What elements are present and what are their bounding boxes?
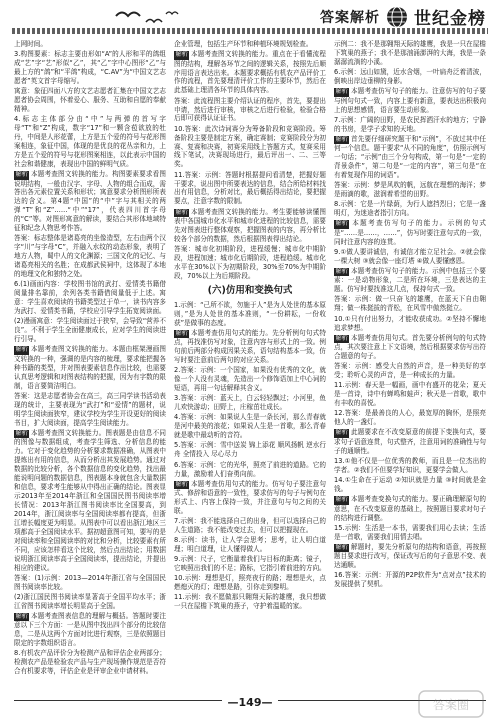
paragraph-text: 答案：城市化初期阶段，进程缓慢；城市化中期阶段，进程加速；城市化后期阶段，进程趋缓。城市化水平在30%以下为初期阶段，30%至70%为中期阶段，70%以上为后期阶段。 (174, 245, 326, 280)
answer-paragraph (174, 555, 326, 573)
explanation-paragraph (334, 87, 486, 114)
answer-paragraph (14, 115, 166, 169)
explanation-tag: 解析 (175, 208, 188, 216)
section-title: (六)仿用和变换句式 (207, 284, 293, 296)
paragraph-text: 8.有机农产品评价分为检测产品和评估企业两部分；检测农产品是检验农产品与生产现场操作规范是否符合有机要求等，评估企业是评审企业申请材料。 (14, 649, 166, 676)
paragraph-text: 5.答案：示例：雪中送炭 锦上添花 顺风扬帆 逆水行舟 全情投入 尽心尽力 (174, 441, 326, 459)
page-number: —149— (0, 696, 500, 709)
header-label: 答案解析 (320, 9, 380, 26)
answer-paragraph (174, 366, 326, 393)
paragraph-text: 6.示例：远山如黛，近水含烟，一叶扁舟泛着清波，倒映出岸边垂柳的身影。 (334, 68, 486, 85)
paragraph-text: 此题要求在不改变原意的前提下变换句式，要求句子语意连贯，句式整齐，注意用词的准确性与句子的通顺性。 (334, 428, 486, 455)
explanation-paragraph (174, 50, 326, 95)
answer-paragraph (174, 574, 326, 592)
answer-columns (14, 40, 486, 692)
column-right (334, 40, 486, 692)
answer-paragraph (174, 517, 326, 535)
answer-paragraph (334, 457, 486, 475)
paragraph-text: 9.①做人要讲诚信，有诚信才能立足社会。②就会像一棵大树 ③就会像一座灯塔 ④做人要懂感恩。 (334, 247, 486, 265)
answer-paragraph (174, 413, 326, 440)
explanation-paragraph (174, 329, 326, 365)
paragraph-text: 本题考查仿写句子的能力。注意仿写的句子要与例句句式一致，内容上要有新意，要表达出积极向上的思想感情，语言要生动形象。 (334, 87, 486, 114)
explanation-paragraph (174, 480, 326, 516)
brand-block (320, 4, 486, 29)
explanation-paragraph (334, 543, 486, 570)
explanation-tag: 解析 (335, 135, 348, 143)
paragraph-text: 11.示例：春天是一幅画，画中有盛开的花朵；夏天是一首诗，诗中有蝉鸣和蛙声；秋天是一首歌，歌中有丰收的喜悦。 (334, 381, 486, 408)
answer-paragraph (174, 461, 326, 479)
paragraph-text: 本题考查图文转换的能力。考生要能够读懂图表中各国城市化水平和城市化进程的比较信息，需要先对图表进行整体观察，把握图表的内容，再分析比较各个部分的数据，然后根据图表得出结论。 (174, 207, 326, 243)
paragraph-text: 4.标志主体部分由“中”与两弹的首写字母“T”和“Z”构成，数字“17”和一颗含苞欲放的牡丹，中间是人形花蕾，上方是五个爱的符号与花形图案相连，象征中国，体现的是优良的花丛亲和力，上方是五个爱的符号与花形图案相连，以此表示中国的社会和谐健康，表现出中国的鲜明气质。 (14, 115, 166, 168)
watermark-text: 答案圈 (432, 698, 470, 712)
answer-paragraph (14, 392, 166, 428)
paragraph-text: 答案：示例：做一只奋飞的雄鹰，在蓝天下自由翱翔；做一株挺拔的青松，在风雪中傲然挺立。 (334, 295, 486, 313)
column-middle (174, 40, 326, 692)
paragraph-text: 首先要仔细研究题干和“示例”，不放过其中任何一个信息。题干要求“从不同的角度”，仿照示例写一句话；“示例”由三个分句构成，第一句是“一定的背景条件”，第二句是“一定的内容”，第三句是“在有着复现作用的词语”。 (334, 134, 486, 180)
answer-paragraph (14, 574, 166, 592)
answer-paragraph (334, 295, 486, 313)
explanation-tag: 解析 (15, 429, 28, 437)
paragraph-text: 上网时间。 (14, 40, 47, 48)
answer-paragraph (14, 40, 166, 49)
paragraph-text: 8.示例：读书，让人学会思考；思考，让人明白道理；明白道理，让人懂得做人。 (174, 536, 326, 554)
explanation-tag: 解析 (335, 429, 348, 437)
answer-paragraph (14, 234, 166, 279)
paragraph-text: 本题考查仿用句式的能力。先分析例句句式特点，再找准仿写对象，注意内容与形式上的一致。例句前后两部分构成因果关系，语句结构基本一致，仿写时要注意前后两句的对应关系。 (174, 328, 326, 365)
paragraph-text: 本题考查仿用句式。首先要分析例句的句式特点，其次要注意上下文语境，然后根据要求仿写出符合题意的句子。 (334, 333, 486, 361)
paragraph-text: 本题考查图文转换能力。图表题是由信息不同的图像与数据组成，考查学生筛选、分析信息的能力。它对于变化趋势的分析要求数据准确，从图表中提炼出有用的信息，从而分析出其发展趋势。通过对数据的比较分析，各个数据信息的变化趋势，找出最能说明问题的数据信息，图表题本身就包含大量数据和信息，要求考生能够从中得出正确的结论。图表显示2013年至2014年浙江和全国国民图书阅读率增长情况：2013年浙江图书阅读率比全国要高，到2014年，浙江阅读率与全国阅读率都有提高，但浙江增长幅度更为明显。从图表中可以看出浙江地区三项都高于全国阅读水平。据初超意图可知，要写的是对阅读率和全国阅读率的对比和分析，比较要素有所不同，应该怎样看这个比较，然后点出结论；用数据说明浙江阅读率高于全国阅读率，提出结论，并提出相应的建议。 (14, 428, 166, 572)
explanation-paragraph (14, 345, 166, 390)
answer-paragraph (334, 248, 486, 266)
paragraph-text: 示例二：我不是那翱翔天际的雄鹰，我是一只在屋檐下筑巢的燕子；我不是那汹涌澎湃的大海，我是一条潺潺流淌的小溪。 (334, 40, 486, 66)
answer-paragraph (334, 476, 486, 494)
explanation-tag: 解析 (335, 220, 348, 228)
paragraph-text: 10.示例：理想是灯，照亮夜行的路；理想是火，点燃熄灭的灯；理想是路，引你走到黎明。 (174, 574, 326, 592)
answer-paragraph (334, 362, 486, 380)
explanation-paragraph (334, 495, 486, 522)
explanation-paragraph (334, 428, 486, 455)
answer-paragraph (174, 301, 326, 328)
explanation-paragraph (334, 334, 486, 361)
explanation-paragraph (334, 219, 486, 246)
paragraph-text: 6.(1)画面内容：学校图书馆的武打、爱情类书籍借阅量排名靠前，余列各类书籍借阅量低于上述。寓意：学生喜欢阅读的书籍类型过于单一，读书内容多为武打、爱情类书籍，学校应引导学生拓宽阅读面。 (14, 280, 166, 316)
paragraph-text: 7.示例：广阔的田野，是农民挥洒汗水的地方；宁静的书房，是学子求知的天地。 (334, 115, 486, 133)
answer-paragraph (334, 524, 486, 542)
paragraph-text: 15.示例：生活是一本书，需要我们用心去读；生活是一首歌，需要我们用情去唱。 (334, 523, 486, 541)
paragraph-text: 企业管理，包括生产环节和种植环境规划检查。 (174, 40, 313, 48)
answer-paragraph (174, 245, 326, 281)
paragraph-text: 本题考查仿写句子的能力。示例中包括三个要素：一是动物形象，二是所在环境，三是表达的主题。仿写时要找准这几点，保持句式一致。 (334, 266, 486, 294)
paragraph-text: 16.答案：示例：开源的P2P软件为“点对点”技术的发展提供了契机。 (334, 571, 486, 589)
paragraph-text: (2)浙江国民图书阅读率显著高于全国平均水平；浙江省图书阅读率增长明显高于全国。 (14, 592, 166, 610)
answer-paragraph (334, 116, 486, 134)
answer-paragraph (334, 200, 486, 218)
explanation-tag: 解析 (15, 346, 28, 354)
paragraph-text: 答案：此流程图主要介绍认证的程序，首先，要提出申请，然后进行审核，审核之后进行检验，检验合格后即可获得认证证书。 (174, 96, 326, 123)
answer-paragraph (14, 593, 166, 611)
answer-paragraph (334, 315, 486, 333)
paragraph-text: 2.答案：示例：一个国家，如果没有优秀的文化，就像一个人没有灵魂，先造出一个修饰语加上中心词的短语，再用一句话解释其含义。 (174, 366, 326, 393)
answer-paragraph (14, 87, 166, 114)
column-left (14, 40, 166, 692)
paragraph-text: 12.答案：是最善良的人心，最宽厚的胸怀，是照亮他人的一盏灯。 (334, 409, 486, 427)
answer-paragraph (14, 649, 166, 676)
flying-birds-icon (112, 6, 182, 28)
answer-paragraph (174, 441, 326, 459)
globe-emblem-icon (386, 6, 408, 28)
paragraph-text: 答案：示例：梦是风吹的帆，远航在理想的海洋；梦是雨滴的歌，滋润着希望的田野。 (334, 181, 486, 199)
paragraph-text: 本题考查图文转换的能力。构图要素要求看图说明结构，一般由汉字、字母、人物的组合而成，需答出各元素位置关系和形状；寓意要求分析图形所表达的含义。第4题“中国”的“中”字与其相关的两弹“T”和“Z”……“中”“17”，代表四川首字母的“C”等。对图形寓意的解读，要结合其形体地域特征和纪念人物思考作答。 (14, 170, 166, 233)
explanation-tag: 解析 (175, 51, 188, 59)
paragraph-text: 本题考查变换句式的能力。要正确理解原句的意思，在不改变原意的基础上，按照题目要求对句子的结构进行调整。 (334, 495, 486, 522)
explanation-paragraph (334, 267, 486, 294)
explanation-tag: 解析 (15, 171, 28, 179)
explanation-tag: 解析 (175, 329, 188, 337)
explanation-tag: 解析 (335, 334, 348, 342)
paragraph-text: 7.示例：我不能选择自己的出身，但可以选择自己的人生道路；我不能改变过去，但可以把握现在。 (174, 517, 326, 535)
paragraph-text: 9.示例：尺子，它衡量着我们与目标的距离；镜子，它映照出我们的不足；路标，它指引着前进的方向。 (174, 555, 326, 573)
explanation-tag: 解析 (335, 267, 348, 275)
paragraph-text: 寓意：象征四面八方的文艺志愿者汇集在中国文艺志愿者协会周围，怀着爱心、服务、互助和自愿的奉献精神。 (14, 87, 166, 114)
answer-paragraph (174, 593, 326, 611)
answer-paragraph (174, 40, 326, 49)
answer-paragraph (14, 280, 166, 316)
answer-paragraph (334, 409, 486, 427)
paragraph-text: 4.答案：示例：如果说人生是一条长河，那么青春就是河中最美的浪花；如果说人生是一首歌，那么青春就是歌中最动听的音符。 (174, 413, 326, 440)
answer-paragraph (14, 50, 166, 86)
answer-paragraph (334, 571, 486, 589)
paragraph-text: 本题考查图文转换的能力。重点在于看懂流程图的结构，理解各环节之间的逻辑关系，按照先后顺序用语言表达出来。本题要求概括有机农产品评价工作的流程，首先要理清评价工作的主要环节，然后在此基础上理清各环节的具体内容。 (174, 50, 326, 95)
explanation-tag: 解析 (175, 480, 188, 488)
answer-paragraph (174, 536, 326, 554)
explanation-paragraph (174, 208, 326, 244)
page-header (0, 0, 500, 40)
paragraph-text: 本题考查图表信息的理解与概括。答题时要注意以下三个方面：一是从图中找出四个部分的比较信息，二是从这两个方面对比进行观察，三是依照题目限定的字数组织语言。 (14, 611, 166, 648)
explanation-tag: 解析 (335, 88, 348, 96)
paragraph-text: 6.答案：示例：它的光华，照亮了前进的道路。它的力量，激励着人们奋勇向前。 (174, 460, 326, 478)
answer-paragraph (174, 125, 326, 170)
paragraph-text: 答案：示例：感受大自然的声音，是一种美好的享受；聆听心灵的声音，是一种成长的力量。 (334, 362, 486, 380)
answer-paragraph (334, 40, 486, 67)
answer-paragraph (174, 171, 326, 207)
answer-paragraph (174, 394, 326, 412)
brand-name: 世纪金榜 (414, 9, 486, 29)
paragraph-text: 14.①生命在于运动 ②知识就是力量 ③时间就是金钱。 (334, 476, 486, 493)
paragraph-text: 本题考查仿写句子的能力。示例的句式是“……是……，……”，仿写时要注意句式的一致，同时注意内容的连贯。 (334, 219, 486, 246)
answer-paragraph (334, 381, 486, 408)
explanation-paragraph (14, 429, 166, 573)
explanation-paragraph (14, 170, 166, 233)
explanation-tag: 解析 (335, 543, 348, 551)
explanation-tag: 解析 (15, 612, 28, 620)
paragraph-text: 1.示例：“己所不欲，勿施于人”是为人处世的基本原则，”是为人处世的基本准则，“一份耕耘，一份收获”是做事的态度。 (174, 300, 326, 327)
paragraph-text: 答案：标志整体是诸葛亮的坐像造型，左右由两个汉字“川”与字母“C”，并融入水纹的动态形象，表明了地方人物，蜀中人的文化渊源；三国文化的记忆、与诸葛亮相关的名胜；在成都武侯祠中，这体现了本地的地理文化和独特之处。 (14, 234, 166, 279)
paragraph-text: 11.答案：示例：答题时根据提问看清楚，把握好题干要求，说出图中所要表达的信息，结合所给材料找出有用信息，分析对比，最后概括得出结论，要把握要点，注意字数的限制。 (174, 170, 326, 206)
explanation-tag: 解析 (335, 496, 348, 504)
explanation-paragraph (334, 135, 486, 180)
paragraph-text: 8.示例：它是一片绿荫，为行人遮挡烈日；它是一盏明灯，为迷途者指引方向。 (334, 200, 486, 218)
answer-paragraph (174, 97, 326, 124)
paragraph-text: 11.示例：我不愿做那只翱翔天际的雄鹰，我只想做一只在屋檐下筑巢的燕子，守护着温暖的家。 (174, 593, 326, 611)
watermark-logo (418, 690, 484, 718)
paragraph-text: 答案：(1)示例：2013—2014年浙江省与全国国民图书阅读率比较。 (14, 573, 166, 591)
paragraph-text: (2)漫画寓意：学生阅读面过于狭窄，会导致“营养不良”。不利于学生全面健康成长，应对学生的阅读进行引导。 (14, 317, 166, 344)
paragraph-text: 答案：这是志愿者协会在高三，高三同学读书活动表现的统计，主要表现为“武打”和“爱情”的题材，说明学生阅读面狭窄，建议学校为学生开设更好的阅读书目，扩大阅读面，提高学生阅读能力。 (14, 391, 166, 427)
paragraph-text: 3.答案：示例：蓝天上，白云轻轻飘过；小河里，鱼儿欢快游动；田野上，庄稼茁壮成长。 (174, 394, 326, 412)
answer-paragraph (334, 181, 486, 199)
paragraph-text: 10.答案：此次诗词赛分为筹备阶段和竞赛阶段。筹备阶段主要是制定方案，确定赛制；竞赛阶段分为初赛、复赛和决赛，初赛采用线上答题方式，复赛采用线下笔试，决赛现场进行，最后评出一、二、三等奖。 (174, 124, 326, 169)
paragraph-text: 本题考查图文转换的能力。本题由框架漫画图文转换的一种，强调的是内容的梳理，要求能把握各种书籍的类型，并对图表要素信息作出比较，也需要认真思考逻辑和对图表结构的把握，因为有字数的限制，语言要简洁明白。 (14, 345, 166, 390)
paragraph-text: 13.①他不仅是一位优秀的教师，而且是一位杰出的学者。②我们不但要学好知识，更要学会做人。 (334, 456, 486, 474)
answer-paragraph (14, 317, 166, 344)
paragraph-text: 本题考查仿用句式的能力。仿写句子要注意句式、修辞和语意的一致性，要求仿写的句子与例句在形式上、内容上保持一致，并注意句与句之间的关联。 (174, 479, 326, 515)
answer-paragraph (334, 68, 486, 86)
explanation-paragraph (14, 612, 166, 648)
paragraph-text: 3.构图要素：标志主要由形如“A”的人形和平的鸽组成“艺”字“艺”形似“乙”，其“乙”字中心图形“乙”与最上方的“鸽”和“平鸽”构成，“C.AV”为“中国文艺志愿者”英文首字母缩写。 (14, 50, 166, 85)
paragraph-text: 解题时，要先分析原句的结构和语意，再按照题目要求进行改写，保证改写后的句子意思不变、表达通顺。 (334, 542, 486, 570)
paragraph-text: 10.①只有付出努力，才能收获成功。②坚持不懈地追求梦想。 (334, 314, 486, 332)
